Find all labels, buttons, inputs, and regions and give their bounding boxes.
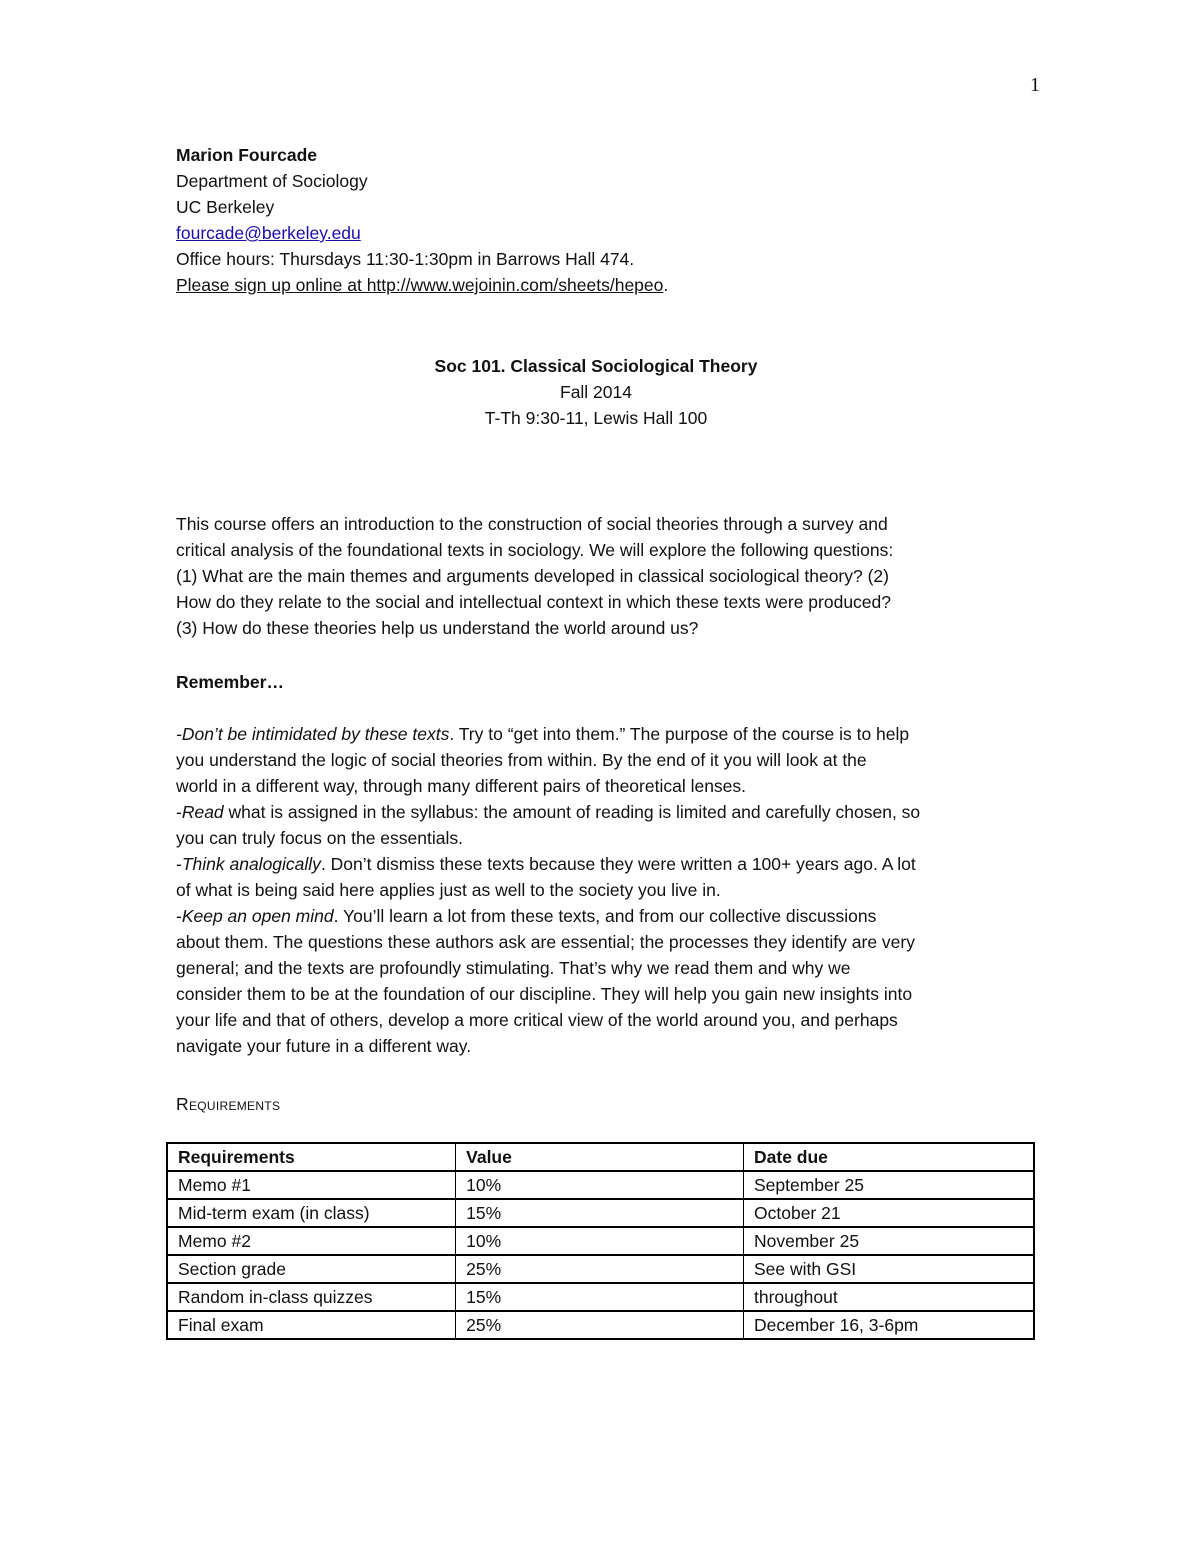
remember-line: general; and the texts are profoundly stimulating. That’s why we read them and why we xyxy=(176,958,851,978)
intro-line: (1) What are the main themes and arguments developed in classical sociological theory? (2) xyxy=(176,566,889,586)
course-header xyxy=(176,353,1016,431)
remember-point-3: -Think analogically. Don’t dismiss these texts because they were written a 100+ years ago. A lot xyxy=(176,854,916,874)
department: Department of Sociology xyxy=(176,171,368,191)
table-cell: September 25 xyxy=(744,1171,1035,1199)
email-link[interactable]: fourcade@berkeley.edu xyxy=(176,223,361,243)
intro-line: This course offers an introduction to the construction of social theories through a survey and xyxy=(176,514,888,534)
table-cell: Memo #2 xyxy=(167,1227,456,1255)
table-cell: 15% xyxy=(456,1283,744,1311)
remember-line: you can truly focus on the essentials. xyxy=(176,828,463,848)
table-cell: October 21 xyxy=(744,1199,1035,1227)
table-cell: Memo #1 xyxy=(167,1171,456,1199)
remember-point-2: -Read what is assigned in the syllabus: the amount of reading is limited and carefully chosen, so xyxy=(176,802,921,822)
remember-line: navigate your future in a different way. xyxy=(176,1036,472,1056)
table-row xyxy=(167,1199,1034,1227)
intro-paragraph xyxy=(176,511,893,641)
table-cell: 15% xyxy=(456,1199,744,1227)
table-cell: Random in-class quizzes xyxy=(167,1283,456,1311)
table-row xyxy=(167,1311,1034,1339)
table-cell: 25% xyxy=(456,1311,744,1339)
table-cell: Mid-term exam (in class) xyxy=(167,1199,456,1227)
table-cell: November 25 xyxy=(744,1227,1035,1255)
table-cell: See with GSI xyxy=(744,1255,1035,1283)
table-row xyxy=(167,1255,1034,1283)
table-cell: 10% xyxy=(456,1227,744,1255)
remember-line: consider them to be at the foundation of our discipline. They will help you gain new insights into xyxy=(176,984,913,1004)
page-number: 1 xyxy=(1030,74,1040,96)
column-header: Requirements xyxy=(167,1143,456,1171)
column-header: Date due xyxy=(744,1143,1035,1171)
remember-point-1: -Don’t be intimidated by these texts. Try to “get into them.” The purpose of the course is to help xyxy=(176,724,910,744)
remember-point-4: -Keep an open mind. You’ll learn a lot from these texts, and from our collective discussions xyxy=(176,906,877,926)
table-row xyxy=(167,1227,1034,1255)
remember-line: world in a different way, through many different pairs of theoretical lenses. xyxy=(176,776,747,796)
table-cell: 10% xyxy=(456,1171,744,1199)
remember-line: your life and that of others, develop a more critical view of the world around you, and perhaps xyxy=(176,1010,898,1030)
course-title: Soc 101. Classical Sociological Theory xyxy=(434,356,758,376)
remember-line: you understand the logic of social theories from within. By the end of it you will look at the xyxy=(176,750,867,770)
remember-section xyxy=(176,669,920,1059)
intro-line: critical analysis of the foundational texts in sociology. We will explore the following questions: xyxy=(176,540,894,560)
requirements-heading: Requirements xyxy=(176,1094,281,1114)
university: UC Berkeley xyxy=(176,197,275,217)
table-cell: throughout xyxy=(744,1283,1035,1311)
course-term: Fall 2014 xyxy=(560,382,632,402)
intro-line: (3) How do these theories help us understand the world around us? xyxy=(176,618,699,638)
course-schedule: T-Th 9:30-11, Lewis Hall 100 xyxy=(484,408,708,428)
signup-link[interactable]: Please sign up online at http://www.wejoinin.com/sheets/hepeo xyxy=(176,275,664,295)
intro-line: How do they relate to the social and intellectual context in which these texts were produced? xyxy=(176,592,891,612)
requirements-table xyxy=(166,1142,1035,1340)
remember-line: about them. The questions these authors ask are essential; the processes they identify are very xyxy=(176,932,915,952)
table-cell: December 16, 3-6pm xyxy=(744,1311,1035,1339)
table-cell: Final exam xyxy=(167,1311,456,1339)
remember-heading: Remember… xyxy=(176,672,284,692)
table-cell: 25% xyxy=(456,1255,744,1283)
table-row xyxy=(167,1283,1034,1311)
table-row xyxy=(167,1171,1034,1199)
table-cell: Section grade xyxy=(167,1255,456,1283)
instructor-header: Marion Fourcade Department of Sociology UC Berkeley fourcade@berkeley.edu Office hours: Thursdays 11:30-1:30pm in Barrows Hall 474. Please sign up online at http://www.wejoinin.com/sheets/hepeo. xyxy=(176,142,668,298)
column-header: Value xyxy=(456,1143,744,1171)
table-header-row xyxy=(167,1143,1034,1171)
instructor-name: Marion Fourcade xyxy=(176,145,317,165)
remember-line: of what is being said here applies just as well to the society you live in. xyxy=(176,880,721,900)
office-hours: Office hours: Thursdays 11:30-1:30pm in Barrows Hall 474. xyxy=(176,249,635,269)
